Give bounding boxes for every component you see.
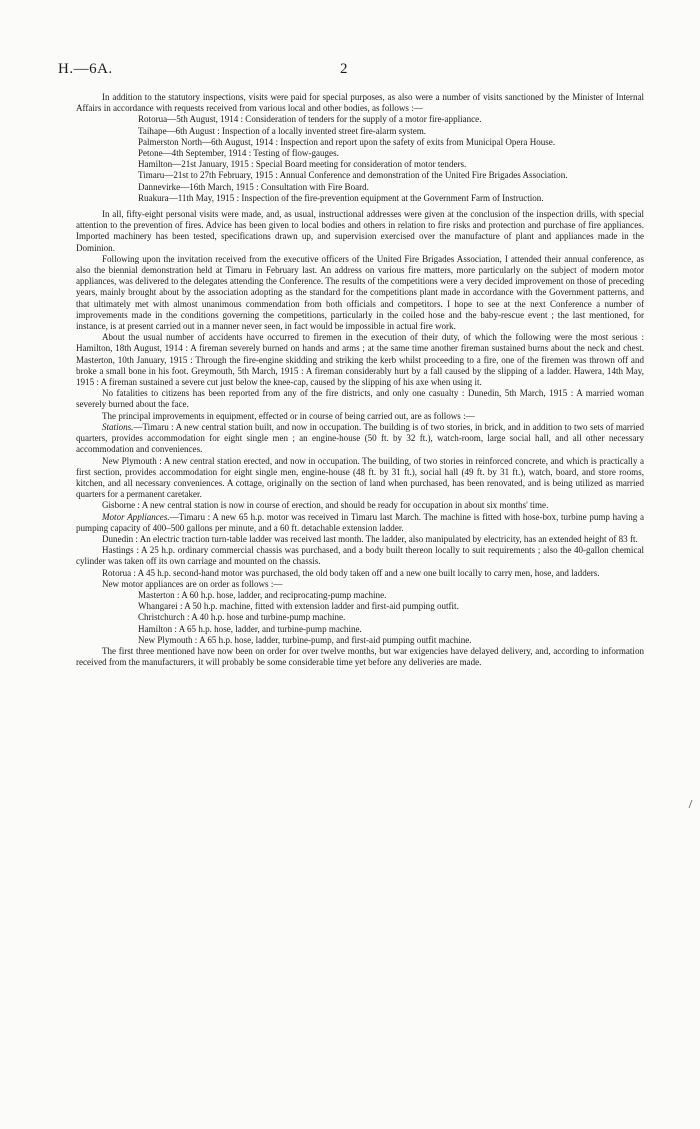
order-item: Masterton : A 60 h.p. hose, ladder, and reciprocating-pump machine. (138, 589, 387, 600)
stations-text: —Timaru : A new central station built, and now in occupation. The building is of two stories, in brick, and in addition to two sets of married quarters, provides accommodation for eight single men ; an engine-house (50 ft. by 32 ft.), watch-room, large social hall, and all other necessary accommodation and conveniences. (76, 421, 644, 455)
paragraph-visits-summary: In all, fifty-eight personal visits were made, and, as usual, instructional addresses were given at the conclusion of the inspection drills, with special attention to the prevention of fires. Advice has been given to local bodies and others in relation to fire risks and protection and purchase of fire appliances. Imported machinery has been tested, specifications drawn up, and supervision exercised over the manufacture of plant and appliances made in the Dominion. (76, 209, 644, 253)
visit-item: Rotorua—5th August, 1914 : Consideration of tenders for the supply of a motor fire-appliance. (138, 114, 482, 125)
paragraph-rotorua: Rotorua : A 45 h.p. second-hand motor was purchased, the old body taken off and a new one built locally to carry men, hose, and ladders. (102, 567, 600, 578)
order-item: New Plymouth : A 65 h.p. hose, ladder, turbine-pump, and first-aid pumping outfit machine. (138, 634, 472, 645)
paragraph-fatalities: No fatalities to citizens has been reported from any of the fire districts, and only one casualty : Dunedin, 5th March, 1915 : A married woman severely burned about the face. (76, 388, 644, 410)
visit-item: Dannevirke—16th March, 1915 : Consultation with Fire Board. (138, 181, 369, 192)
paragraph-dunedin: Dunedin : An electric traction turn-table ladder was received last month. The ladder, also manipulated by electricity, has an extended height of 83 ft. (102, 533, 638, 544)
visit-item: Petone—4th September, 1914 : Testing of flow-gauges. (138, 148, 339, 159)
paragraph-accidents: About the usual number of accidents have occurred to firemen in the execution of their duty, of which the following were the most serious : Hamilton, 18th August, 1914 : A fireman severely burned on hands and arms ; at the same time another fireman sustained burns about the neck and chest. Masterton, 10th January, 1915 : Through the fire-engine skidding and striking the kerb whilst proceeding to a fire, one of the firemen was thrown off and broke a small bone in his foot. Greymouth, 5th March, 1915 : A fireman considerably hurt by a fall caused by the slipping of a ladder. Hawera, 14th May, 1915 : A fireman sustained a severe cut just below the knee-cap, caused by the slipping of his axe when using it. (76, 332, 644, 388)
paragraph-improvements: The principal improvements in equipment, effected or in course of being carried out, are as follows :— (102, 410, 475, 421)
paragraph-motor-appliances (76, 512, 644, 534)
paragraph-gisborne: Gisborne : A new central station is now in course of erection, and should be ready for occupation in about six months' time. (102, 500, 549, 511)
document-id: H.—6A. (58, 61, 113, 77)
paragraph-stations (76, 422, 644, 456)
paragraph-intro: In addition to the statutory inspections, visits were paid for special purposes, as also were a number of visits sanctioned by the Minister of Internal Affairs in accordance with requests received from various local and other bodies, as follows :— (76, 92, 644, 114)
stations-heading: Stations. (102, 421, 134, 432)
order-item: Hamilton : A 65 h.p. hose, ladder, and turbine-pump machine. (138, 623, 362, 634)
visit-item: Taihape—6th August : Inspection of a locally invented street fire-alarm system. (138, 125, 427, 136)
order-item: Christchurch : A 40 h.p. hose and turbine-pump machine. (138, 612, 346, 623)
order-item: Whangarei : A 50 h.p. machine, fitted with extension ladder and first-aid pumping outfit. (138, 601, 459, 612)
paragraph-hastings: Hastings : A 25 h.p. ordinary commercial chassis was purchased, and a body built thereon locally to suit requirements ; also the 40-gallon chemical cylinder was taken off its own carriage and mounted on the chassis. (76, 545, 644, 567)
motor-appliances-heading: Motor Appliances. (102, 511, 170, 522)
paragraph-new-plymouth: New Plymouth : A new central station erected, and now in occupation. The building, of two stories in reinforced concrete, and which is practically a first section, provides accommodation for eight single men, engine-house (48 ft. by 31 ft.), social hall (49 ft. by 31 ft.), watch, board, and store rooms, kitchen, and all necessary conveniences. A cottage, originally on the section of land when purchased, has been renovated, and is being utilized as married quarters for a permanent caretaker. (76, 455, 644, 500)
paragraph-orders-intro: New motor appliances are on order as follows :— (102, 578, 283, 589)
page-header (58, 61, 648, 81)
paragraph-conference: Following upon the invitation received from the executive officers of the United Fire Brigades Association, I attended their annual conference, as also the biennial demonstration held at Timaru in February last. An address on various fire matters, more particularly on the subject of modern motor appliances, was delivered to the delegates attending the Conference. The results of the competitions were a very decided improvement on those of preceding years, mainly brought about by the association adopting as the standard for the competitions plant made in accordance with the Government patterns, and that ultimately met with almost unanimous commendation from both officials and competitors. I hope to see at the next Conference a number of improvements made in the conditions governing the competitions, particularly in the coiled hose and the baby-rescue event ; the last mentioned, for instance, is at present carried out in a manner never seen, in fact would be impossible in actual fire work. (76, 253, 644, 332)
page-number: 2 (340, 61, 348, 77)
motor-appliances-text: —Timaru : A new 65 h.p. motor was received in Timaru last March. The machine is fitted with hose-box, turbine pump having a pumping capacity of 400–500 gallons per minute, and a 60 ft. detachable extension ladder. (76, 511, 644, 533)
visit-item: Timaru—21st to 27th February, 1915 : Annual Conference and demonstration of the United Fire Brigades Association. (138, 170, 568, 181)
visit-item: Hamilton—21st January, 1915 : Special Board meeting for consideration of motor tenders. (138, 159, 467, 170)
margin-mark (689, 800, 696, 808)
paragraph-delivery: The first three mentioned have now been on order for over twelve months, but war exigencies have delayed delivery, and, according to information received from the manufacturers, it will probably be some considerable time yet before any deliveries are made. (76, 645, 644, 668)
visit-item: Palmerston North—6th August, 1914 : Inspection and report upon the safety of exits from Municipal Opera House. (138, 136, 556, 147)
visit-item: Ruakura—11th May, 1915 : Inspection of the fire-prevention equipment at the Government Farm of Instruction. (138, 192, 544, 203)
report-body (76, 92, 644, 668)
